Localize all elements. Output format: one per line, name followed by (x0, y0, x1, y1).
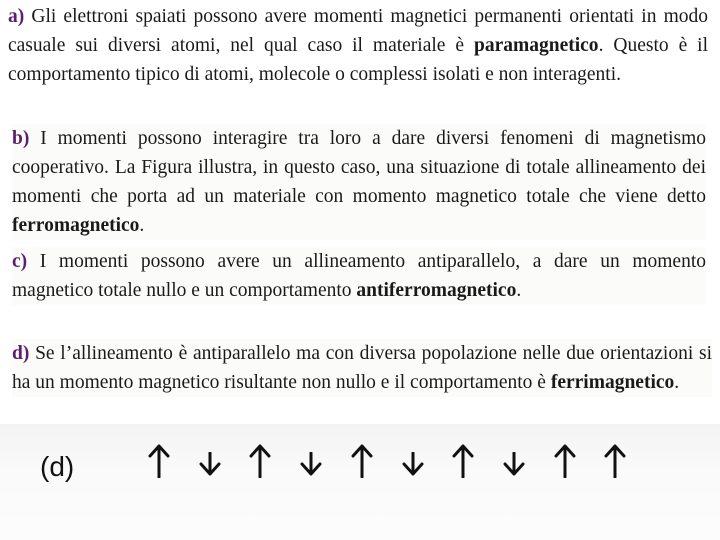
spin-down-arrow-icon (299, 452, 323, 476)
spin-up-arrow-icon (147, 444, 171, 478)
item-marker-c: c) (12, 251, 28, 272)
paragraph-ferrimagnetic (12, 339, 712, 397)
paragraph-antiferromagnetic (12, 247, 706, 305)
paragraph-a-text-1: Gli elettroni spaiati possono avere momenti magnetici permanenti orientati in modo casuale sui diversi atomi, nel qual caso il materiale è (8, 6, 708, 56)
paragraph-c-text-2: . (516, 280, 522, 301)
spin-up-arrow-icon (248, 444, 272, 478)
paragraph-d-text-2: . (674, 372, 680, 393)
paragraph-b-text-2: . (139, 215, 145, 236)
paragraph-a-text-2: . Questo è il comportamento tipico di atomi, molecole o complessi isolati e non interagenti. (8, 35, 709, 85)
term-paramagnetico: paramagnetico (474, 35, 599, 56)
term-ferrimagnetico: ferrimagnetico (550, 372, 675, 393)
spin-down-arrow-icon (502, 452, 526, 476)
spin-up-arrow-icon (451, 444, 475, 478)
paragraph-b-text-1: I momenti possono interagire tra loro a dare diversi fenomeni di magnetismo cooperativo. La Figura illustra, in questo caso, una situazione di totale allineamento dei momenti che porta ad un materiale con momento magnetico totale che viene detto (12, 128, 706, 207)
spin-up-arrow-icon (553, 444, 577, 478)
spin-up-arrow-icon (603, 444, 627, 478)
term-antiferromagnetico: antiferromagnetico (356, 280, 517, 301)
spin-figure (0, 424, 720, 540)
spin-up-arrow-icon (350, 444, 374, 478)
spin-down-arrow-icon (198, 452, 222, 476)
item-marker-d: d) (12, 343, 30, 364)
paragraph-d-text-1: Se l’allineamento è antiparallelo ma con diversa popolazione nelle due orientazioni si ha un momento magnetico risultante non nullo e il comportamento è (12, 343, 712, 393)
term-ferromagnetico: ferromagnetico (12, 215, 140, 236)
figure-label: (d) (40, 451, 75, 482)
spin-down-arrow-icon (401, 452, 425, 476)
paragraph-c-text-1: I momenti possono avere un allineamento antiparallelo, a dare un momento magnetico totale nullo e un comportamento (12, 251, 706, 301)
paragraph-paramagnetic (8, 2, 708, 89)
paragraph-ferromagnetic (12, 124, 706, 240)
item-marker-a: a) (8, 6, 25, 27)
item-marker-b: b) (12, 128, 30, 149)
